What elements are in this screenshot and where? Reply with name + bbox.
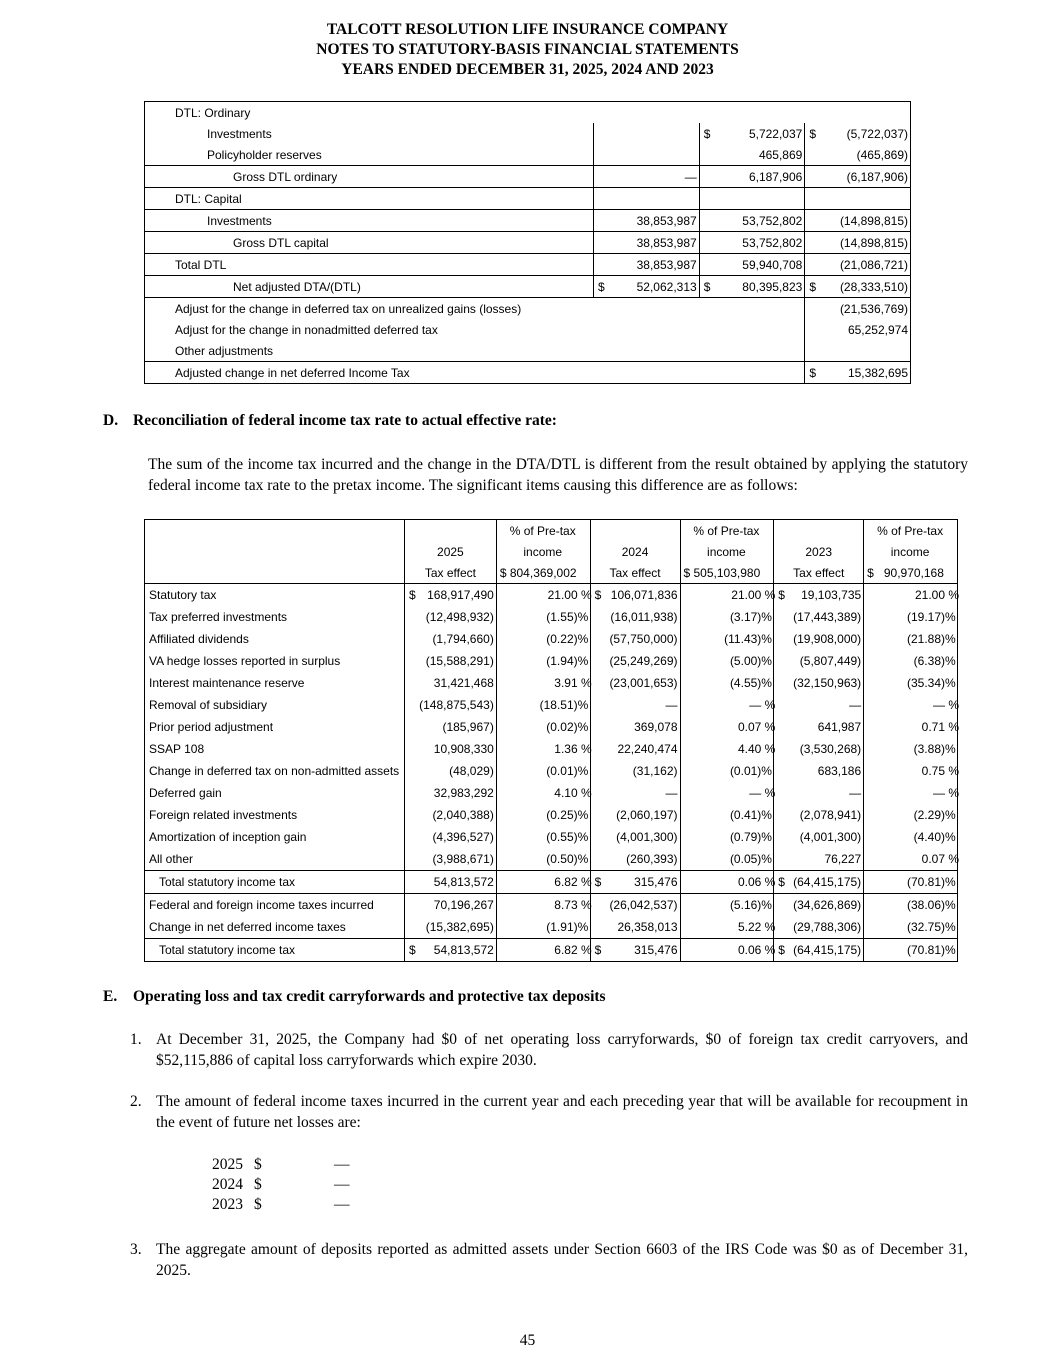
document-title: NOTES TO STATUTORY-BASIS FINANCIAL STATEMENTS [316,41,739,58]
pct-of-pretax-cell: 0.07 % [921,852,960,866]
tax-effect-cell: 32,983,292 [404,782,496,804]
pct-of-pretax-cell: (5.16)% [680,894,774,917]
recoupment-list [212,1155,372,1215]
tax-effect-cell: 26,358,013 [590,916,680,939]
row-label: Amortization of inception gain [149,830,307,844]
pct-of-pretax-cell: — % [933,786,960,800]
table-row [145,650,958,672]
tax-effect-cell: (2,040,388) [404,804,496,826]
tax-effect-cell: (148,875,543) [404,694,496,716]
pct-header-2025: % of Pre-tax [509,523,576,538]
table-row [145,760,958,782]
tax-effect-cell: $ 106,071,836 [590,584,680,607]
tax-effect-cell: 683,186 [774,760,864,782]
tax-effect-cell: — [774,694,864,716]
tax-effect-cell: (34,626,869) [774,894,864,917]
pct-of-pretax-cell: (1.94)% [546,654,589,668]
table-row [145,694,958,716]
value-cell: 6,187,906 [699,166,805,188]
list-item-1: 1. At December 31, 2025, the Company had $0 of net operating loss carryforwards, $0 of foreign tax credit carryovers, and $52,115,886 of capital loss carryforwards which expire 2030. [130,1031,968,1069]
row-label: Removal of subsidiary [149,698,268,712]
pct-of-pretax-cell: 21.00 % [731,588,776,602]
income-label: income [523,544,563,559]
pct-of-pretax-cell: — % [749,698,776,712]
value-cell [594,188,700,210]
pct-of-pretax-cell: (0.41)% [729,808,772,822]
tax-effect-cell: (12,498,932) [404,606,496,628]
pct-of-pretax-cell: (0.01)% [729,764,772,778]
pct-of-pretax-cell: (21.88)% [906,632,956,646]
tax-effect-label: Tax effect [404,562,496,584]
pct-of-pretax-cell: 0.06 % [680,871,774,894]
document-period: YEARS ENDED DECEMBER 31, 2025, 2024 AND 2023 [341,61,714,78]
tax-effect-cell: (3,530,268) [774,738,864,760]
pct-of-pretax-cell: 0.07 % [737,720,776,734]
row-label: Statutory tax [149,588,217,602]
tax-effect-cell: — [774,782,864,804]
tax-effect-cell: $ 54,813,572 [404,939,496,962]
tax-effect-label: Tax effect [774,562,864,584]
tax-effect-cell: (1,794,660) [404,628,496,650]
tax-effect-cell: — [590,782,680,804]
table-row [145,848,958,871]
value-cell: 59,940,708 [699,254,805,276]
table-row [145,826,958,848]
value-cell: 53,752,802 [699,210,805,232]
recoupment-row: 2024 $ — [212,1176,350,1193]
pct-of-pretax-cell: — % [933,698,960,712]
table-row [145,738,958,760]
pct-of-pretax-cell: (70.81)% [864,871,958,894]
row-label: Other adjustments [175,343,274,358]
value-cell: (21,536,769) [805,298,911,320]
pct-of-pretax-cell: — % [749,786,776,800]
row-label: Deferred gain [149,786,222,800]
tax-effect-cell: $ 315,476 [590,871,680,894]
pct-of-pretax-cell: (0.25)% [546,808,589,822]
tax-effect-cell: (2,060,197) [590,804,680,826]
tax-effect-cell: (48,029) [404,760,496,782]
value-cell [594,123,700,144]
tax-effect-cell: (4,001,300) [774,826,864,848]
tax-effect-cell: 54,813,572 [404,871,496,894]
section-e-heading [103,988,606,1006]
recoupment-row: 2023 $ — [212,1196,350,1213]
pct-of-pretax-cell: 5.22 % [737,920,776,934]
table-row [145,916,958,939]
pct-of-pretax-cell: 4.10 % [554,786,592,800]
pct-of-pretax-cell: (0.55)% [546,830,589,844]
row-label: Interest maintenance reserve [149,676,305,690]
pct-of-pretax-cell: 8.73 % [496,894,590,917]
pct-header-2024: % of Pre-tax [693,523,760,538]
year-2023: 2023 [774,541,864,562]
table-row [145,804,958,826]
table-row [145,716,958,738]
pct-of-pretax-cell: (0.05)% [729,852,772,866]
row-label: All other [149,852,194,866]
pct-of-pretax-cell: 0.06 % [680,939,774,962]
pct-header-2023: % of Pre-tax [877,523,944,538]
row-label: Change in net deferred income taxes [149,920,346,934]
tax-effect-cell: (19,908,000) [774,628,864,650]
value-cell [594,144,700,166]
pct-of-pretax-cell: (0.22)% [546,632,589,646]
table-row [145,188,911,210]
pretax-income-2025: $ 804,369,002 [496,562,590,584]
table-row [145,319,911,340]
value-cell: 65,252,974 [805,319,911,340]
value-cell: $ (5,722,037) [805,123,911,144]
tax-effect-cell: (2,078,941) [774,804,864,826]
company-name: TALCOTT RESOLUTION LIFE INSURANCE COMPANY [326,21,729,38]
recoupment-row: 2025 $ — [212,1156,350,1173]
tax-effect-cell: (185,967) [404,716,496,738]
pct-of-pretax-cell: (4.55)% [729,676,772,690]
row-label: Total statutory income tax [145,939,405,962]
pct-of-pretax-cell: (70.81)% [864,939,958,962]
pct-of-pretax-cell: (5.00)% [729,654,772,668]
row-label: DTL: Capital [145,188,594,210]
pct-of-pretax-cell: 6.82 % [496,939,590,962]
document-header [0,20,1055,80]
value-cell: 38,853,987 [594,254,700,276]
pretax-income-2023: $ 90,970,168 [864,562,958,584]
row-label: Foreign related investments [149,808,298,822]
tax-effect-cell: (16,011,938) [590,606,680,628]
row-label: Net adjusted DTA/(DTL) [145,276,594,298]
table-row [145,102,911,124]
tax-effect-cell: $ (64,415,175) [774,871,864,894]
list-item-2: 2. The amount of federal income taxes incurred in the current year and each preceding year that will be available for recoupment in the event of future net losses are: [130,1093,968,1131]
tax-effect-cell: (4,396,527) [404,826,496,848]
tax-effect-cell: $ (64,415,175) [774,939,864,962]
tax-effect-cell: 22,240,474 [590,738,680,760]
row-label: Total statutory income tax [145,871,405,894]
header-blank [145,520,405,542]
table-row [145,672,958,694]
tax-effect-cell: (260,393) [590,848,680,871]
pct-of-pretax-cell: (19.17)% [906,610,956,624]
pct-of-pretax-cell: (1.91)% [546,920,589,934]
table-row [145,144,911,166]
table-row [145,123,911,144]
tax-effect-cell: (26,042,537) [590,894,680,917]
pct-of-pretax-cell: (0.01)% [546,764,589,778]
value-cell: $ 52,062,313 [594,276,700,298]
tax-effect-cell: (15,588,291) [404,650,496,672]
table-row [145,298,911,320]
pct-of-pretax-cell: (2.29)% [913,808,956,822]
row-label: Adjusted change in net deferred Income Tax [145,362,805,384]
section-d-heading [103,412,557,430]
pct-of-pretax-cell: (1.55)% [546,610,589,624]
value-cell: (6,187,906) [805,166,911,188]
pct-of-pretax-cell: 3.91 % [554,676,592,690]
pct-of-pretax-cell: (4.40)% [913,830,956,844]
table-row [145,782,958,804]
pct-of-pretax-cell: 0.71 % [921,720,960,734]
table-row [145,254,911,276]
row-label: Gross DTL ordinary [145,166,594,188]
tax-effect-cell: (57,750,000) [590,628,680,650]
row-label: Federal and foreign income taxes incurred [145,894,405,917]
tax-effect-cell: (31,162) [590,760,680,782]
tax-effect-cell: 70,196,267 [404,894,496,917]
pct-of-pretax-cell: (0.02)% [546,720,589,734]
table-row [145,871,958,894]
tax-effect-cell: (29,788,306) [774,916,864,939]
table-row [145,584,958,607]
row-label: Adjust for the change in deferred tax on unrealized gains (losses) [145,298,805,320]
row-label: Investments [145,210,594,232]
tax-effect-cell: (23,001,653) [590,672,680,694]
tax-effect-cell: — [590,694,680,716]
tax-effect-cell: 641,987 [774,716,864,738]
table-row [145,210,911,232]
tax-effect-cell: 369,078 [590,716,680,738]
section-title: Operating loss and tax credit carryforwards and protective tax deposits [133,988,606,1005]
tax-effect-cell: (15,382,695) [404,916,496,939]
pct-of-pretax-cell: (11.43)% [724,632,772,646]
tax-effect-cell: 31,421,468 [404,672,496,694]
pct-of-pretax-cell: (0.50)% [546,852,589,866]
section-title: Reconciliation of federal income tax rate to actual effective rate: [133,412,557,429]
pct-of-pretax-cell: 6.82 % [496,871,590,894]
value-cell: $ 80,395,823 [699,276,805,298]
pct-of-pretax-cell: (3.17)% [729,610,772,624]
pct-of-pretax-cell: 0.75 % [921,764,960,778]
table-row [145,894,958,917]
value-cell [805,188,911,210]
year-2024: 2024 [590,541,680,562]
tax-effect-cell: (32,150,963) [774,672,864,694]
row-label: SSAP 108 [149,742,205,756]
year-2025: 2025 [404,541,496,562]
row-label: Policyholder reserves [207,147,322,162]
table-row [145,362,911,384]
pct-of-pretax-cell: (32.75)% [906,920,956,934]
tax-effect-cell: $ 315,476 [590,939,680,962]
table-row [145,276,911,298]
value-cell [699,188,805,210]
list-item-3: 3. The aggregate amount of deposits reported as admitted assets under Section 6603 of the IRS Code was $0 as of December 31, 2025. [130,1241,968,1279]
tax-effect-cell: (25,249,269) [590,650,680,672]
reconciliation-table [144,519,958,962]
value-cell: (14,898,815) [805,210,911,232]
row-label: Tax preferred investments [149,610,288,624]
row-label: DTL: Ordinary [175,105,251,120]
pct-of-pretax-cell: (0.79)% [729,830,772,844]
tax-effect-cell: $ 19,103,735 [774,584,864,607]
row-label: Total DTL [145,254,594,276]
pct-of-pretax-cell: (35.34)% [906,676,956,690]
row-label: Change in deferred tax on non-admitted assets [149,764,400,778]
value-cell [805,340,911,362]
table-row [145,628,958,650]
value-cell: 465,869 [699,144,805,166]
pct-of-pretax-cell: (3.88)% [913,742,956,756]
section-letter: E. [103,988,118,1005]
pct-of-pretax-cell: 4.40 % [737,742,776,756]
pct-of-pretax-cell: 21.00 % [914,588,960,602]
tax-effect-cell: 76,227 [774,848,864,871]
table-row [145,166,911,188]
row-label: VA hedge losses reported in surplus [149,654,341,668]
tax-effect-label: Tax effect [590,562,680,584]
tax-effect-cell: (4,001,300) [590,826,680,848]
value-cell: (21,086,721) [805,254,911,276]
income-label: income [890,544,930,559]
section-d-paragraph: The sum of the income tax incurred and the change in the DTA/DTL is different from the result obtained by applying the statutory federal income tax rate to the pretax income. The significant items causing this difference are as follows: [148,456,968,494]
pct-of-pretax-cell: 1.36 % [554,742,592,756]
pretax-income-2024: $ 505,103,980 [680,562,774,584]
row-label: Prior period adjustment [149,720,274,734]
value-cell: 38,853,987 [594,232,700,254]
row-label: Adjust for the change in nonadmitted deferred tax [175,322,438,337]
value-cell: (465,869) [805,144,911,166]
table-row [145,606,958,628]
tax-effect-cell: 10,908,330 [404,738,496,760]
value-cell: $ 5,722,037 [699,123,805,144]
page-number: 45 [519,1332,536,1349]
value-cell: (14,898,815) [805,232,911,254]
value-cell: — [594,166,700,188]
table-row [145,939,958,962]
pct-of-pretax-cell: (38.06)% [864,894,958,917]
table-row [145,340,911,362]
tax-effect-cell: (3,988,671) [404,848,496,871]
table-row [145,232,911,254]
row-label: Gross DTL capital [145,232,594,254]
tax-effect-cell: (5,807,449) [774,650,864,672]
pct-of-pretax-cell: 21.00 % [547,588,592,602]
value-cell: 38,853,987 [594,210,700,232]
income-label: income [707,544,746,559]
value-cell: $ (28,333,510) [805,276,911,298]
row-label: Investments [207,126,272,141]
pct-of-pretax-cell: (6.38)% [913,654,956,668]
dtl-table [144,101,911,384]
tax-effect-cell: (17,443,389) [774,606,864,628]
value-cell: $ 15,382,695 [805,362,911,384]
row-label: Affiliated dividends [149,632,249,646]
section-letter: D. [103,412,119,429]
pct-of-pretax-cell: (18.51)% [539,698,589,712]
tax-effect-cell: $ 168,917,490 [404,584,496,607]
value-cell: 53,752,802 [699,232,805,254]
